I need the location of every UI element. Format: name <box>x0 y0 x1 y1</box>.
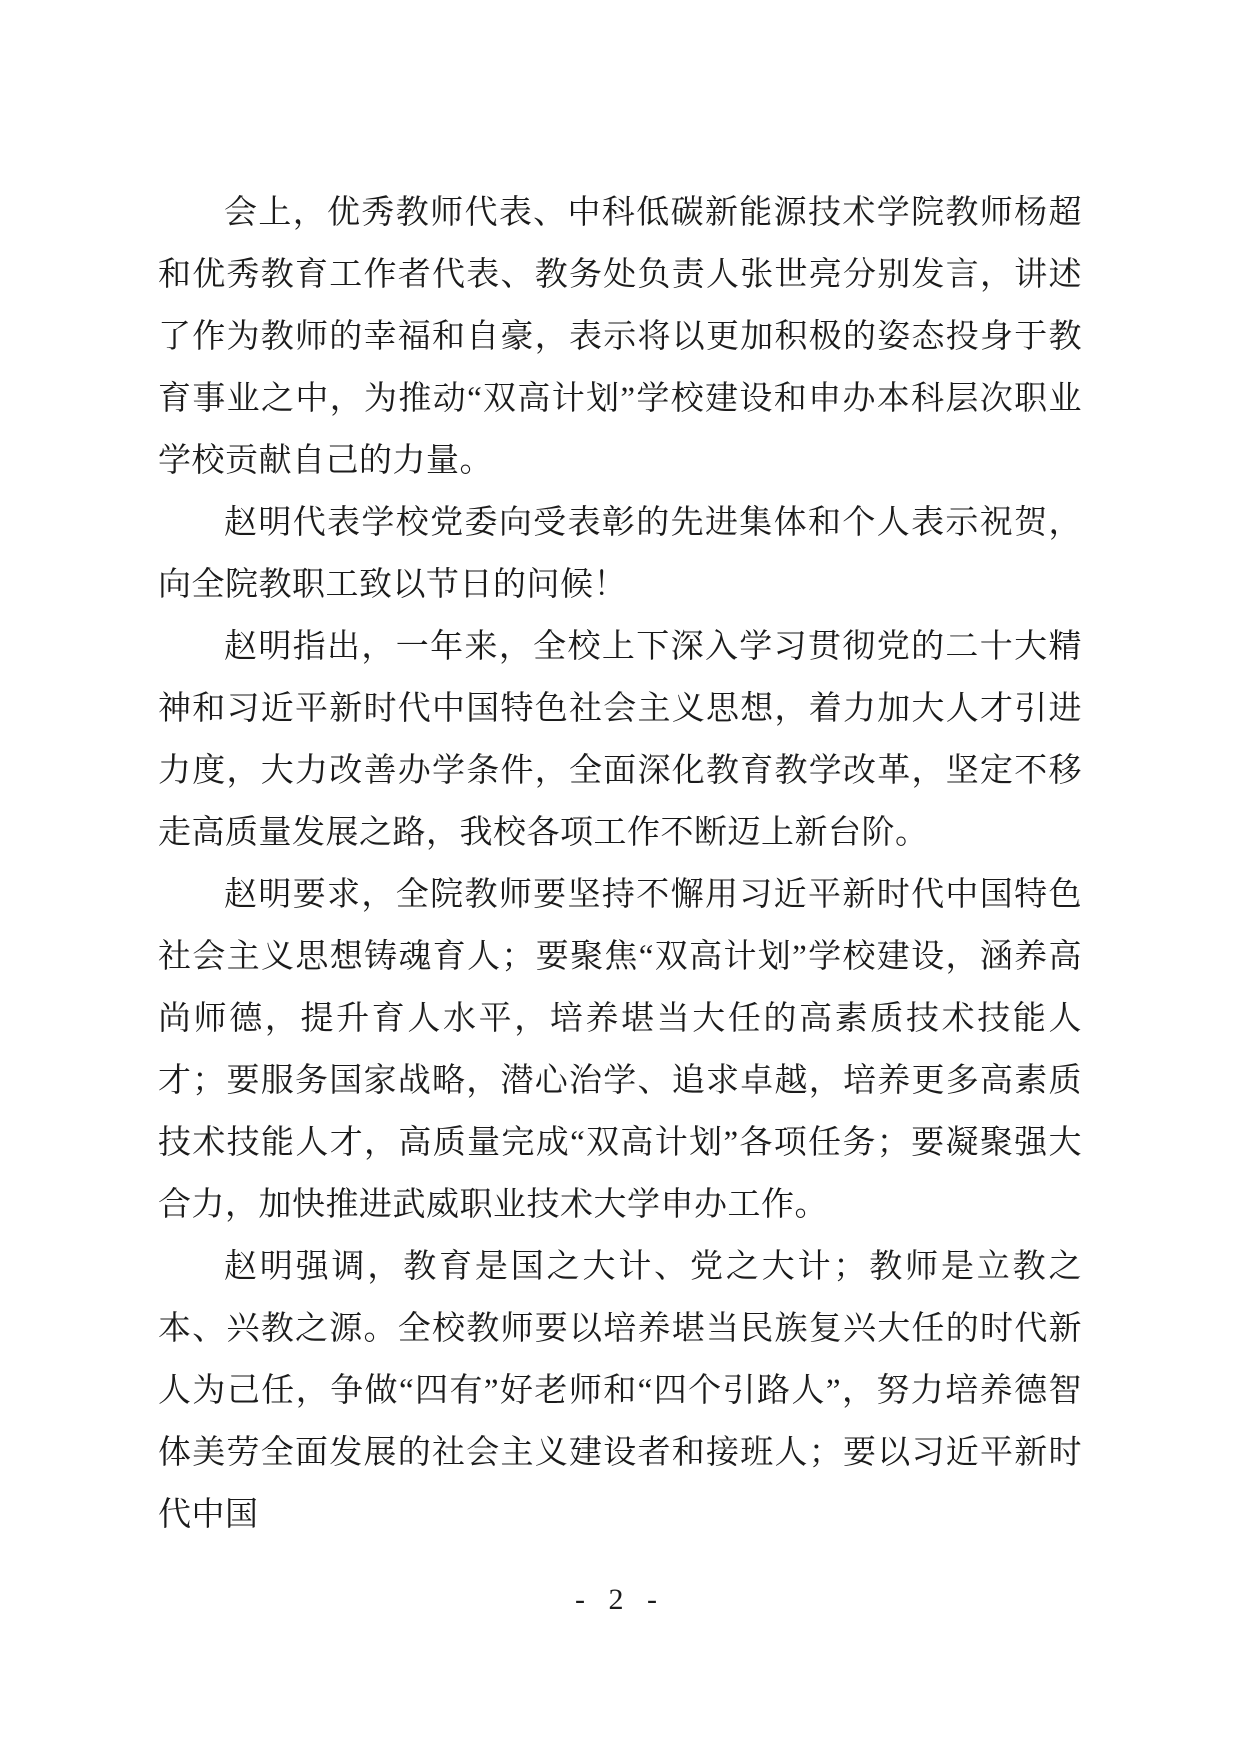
paragraph: 会上，优秀教师代表、中科低碳新能源技术学院教师杨超和优秀教育工作者代表、教务处负责人张世亮分别发言，讲述了作为教师的幸福和自豪，表示将以更加积极的姿态投身于教育事业之中，为推动“双高计划”学校建设和申办本科层次职业学校贡献自己的力量。 <box>158 195 1082 479</box>
page-number: - 2 - <box>575 1583 665 1616</box>
paragraph: 赵明代表学校党委向受表彰的先进集体和个人表示祝贺，向全院教职工致以节日的问候！ <box>158 505 1082 603</box>
paragraph: 赵明指出，一年来，全校上下深入学习贯彻党的二十大精神和习近平新时代中国特色社会主义思想，着力加大人才引进力度，大力改善办学条件，全面深化教育教学改革，坚定不移走高质量发展之路，我校各项工作不断迈上新台阶。 <box>158 629 1082 851</box>
paragraph: 赵明强调，教育是国之大计、党之大计；教师是立教之本、兴教之源。全校教师要以培养堪当民族复兴大任的时代新人为己任，争做“四有”好老师和“四个引路人”，努力培养德智体美劳全面发展的社会主义建设者和接班人；要以习近平新时代中国 <box>158 1249 1082 1533</box>
page-footer <box>0 1583 1240 1617</box>
paragraph: 赵明要求，全院教师要坚持不懈用习近平新时代中国特色社会主义思想铸魂育人；要聚焦“双高计划”学校建设，涵养高尚师德，提升育人水平，培养堪当大任的高素质技术技能人才；要服务国家战略，潜心治学、追求卓越，培养更多高素质技术技能人才，高质量完成“双高计划”各项任务；要凝聚强大合力，加快推进武威职业技术大学申办工作。 <box>158 877 1082 1223</box>
document-body <box>158 182 1082 1546</box>
